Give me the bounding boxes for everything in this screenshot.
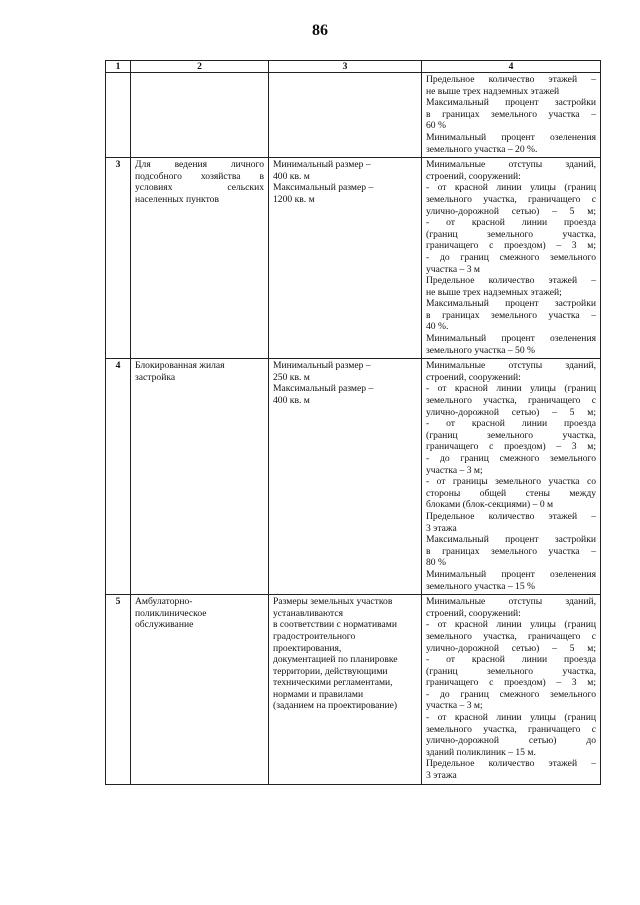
use-line: условиях сельских [135, 182, 264, 194]
params-line: граничащего с проездом) – 3 м; [426, 441, 596, 453]
params-line: Предельное количество этажей – [426, 510, 596, 522]
cell-size [269, 73, 422, 158]
size-line: 250 кв. м [273, 371, 310, 383]
params-line: 80 % [426, 557, 446, 569]
params-line: 40 %. [426, 321, 449, 333]
table-row [106, 73, 601, 158]
params-line: строений, сооружений: [426, 371, 521, 383]
params-line: Максимальный процент застройки [426, 298, 596, 310]
use-line: Амбулаторно- [135, 596, 193, 608]
row-number [106, 73, 131, 158]
cell-use [131, 359, 269, 595]
cell-params [422, 359, 601, 595]
size-line: Размеры земельных участков [273, 596, 393, 608]
params-line: - от границы земельного участка со [426, 476, 596, 488]
size-line: (заданием на проектирование) [273, 700, 398, 712]
params-line: Предельное количество этажей – [426, 758, 596, 770]
size-line: нормами и правилами [273, 688, 364, 700]
size-line: проектирования, [273, 642, 342, 654]
params-line: земельного участка – 50 % [426, 344, 536, 356]
params-line: улично-дорожной сетью) до [426, 735, 596, 747]
params-line: блоками (блок-секциями) – 0 м [426, 499, 554, 511]
table-row [106, 359, 601, 595]
regulations-table [105, 60, 601, 785]
header-col-4: 4 [422, 61, 601, 73]
params-line: - от красной линии улицы (границ [426, 712, 596, 724]
use-line: застройка [135, 371, 176, 383]
params-line: - до границ смежного земельного [426, 251, 596, 263]
params-line: земельного участка – 20 %. [426, 143, 538, 155]
params-line: строений, сооружений: [426, 170, 521, 182]
params-line: - до границ смежного земельного [426, 688, 596, 700]
cell-params [422, 595, 601, 785]
params-line: участка – 3 м; [426, 700, 483, 712]
params-line: Минимальные отступы зданий, [426, 596, 596, 608]
params-line: земельного участка – 15 % [426, 580, 536, 592]
use-line: Для ведения личного [135, 159, 264, 171]
row-number: 5 [106, 595, 131, 785]
params-line: стороны общей стены между [426, 487, 596, 499]
use-line: подсобного хозяйства в [135, 170, 264, 182]
params-line: не выше трех надземных этажей [426, 85, 560, 97]
params-line: земельного участка, граничащего с [426, 723, 596, 735]
size-line: Максимальный размер – [273, 383, 374, 395]
cell-size [269, 359, 422, 595]
params-line: Максимальный процент застройки [426, 97, 596, 109]
params-line: Предельное количество этажей – [426, 275, 596, 287]
row-number: 3 [106, 158, 131, 359]
table-row [106, 595, 601, 785]
header-col-3: 3 [269, 61, 422, 73]
params-line: участка – 3 м; [426, 464, 483, 476]
use-line: поликлиническое [135, 607, 207, 619]
params-line: земельного участка, граничащего с [426, 395, 596, 407]
params-line: Минимальные отступы зданий, [426, 159, 596, 171]
params-line: зданий поликлиник – 15 м. [426, 746, 536, 758]
cell-size [269, 595, 422, 785]
params-line: 60 % [426, 120, 446, 132]
table-body [106, 73, 601, 785]
params-line: улично-дорожной сетью) – 5 м; [426, 406, 596, 418]
params-line: Максимальный процент застройки [426, 534, 596, 546]
use-line: Блокированная жилая [135, 360, 225, 372]
size-line: документацией по планировке [273, 654, 398, 666]
page-number: 86 [312, 22, 328, 39]
params-line: земельного участка, граничащего с [426, 630, 596, 642]
size-line: устанавливаются [273, 607, 344, 619]
row-number: 4 [106, 359, 131, 595]
params-line: (границ земельного участка, [426, 665, 596, 677]
cell-params [422, 73, 601, 158]
size-line: градостроительного [273, 630, 356, 642]
header-row [106, 61, 601, 73]
cell-use [131, 595, 269, 785]
table-row [106, 158, 601, 359]
size-line: 400 кв. м [273, 395, 310, 407]
params-line: - от красной линии проезда [426, 418, 596, 430]
cell-size [269, 158, 422, 359]
params-line: - от красной линии улицы (границ [426, 383, 596, 395]
params-line: в границах земельного участка – [426, 108, 596, 120]
size-line: Максимальный размер – [273, 182, 374, 194]
params-line: - от красной линии улицы (границ [426, 182, 596, 194]
params-line: Предельное количество этажей – [426, 74, 596, 85]
params-line: в границах земельного участка – [426, 545, 596, 557]
params-line: земельного участка, граничащего с [426, 193, 596, 205]
params-line: Минимальный процент озеленения [426, 131, 596, 143]
params-line: - от красной линии проезда [426, 217, 596, 229]
cell-use [131, 73, 269, 158]
size-line: 1200 кв. м [273, 193, 315, 205]
params-line: (границ земельного участка, [426, 228, 596, 240]
params-line: - от красной линии улицы (границ [426, 619, 596, 631]
size-line: Минимальный размер – [273, 360, 371, 372]
params-line: улично-дорожной сетью) – 5 м; [426, 642, 596, 654]
cell-params [422, 158, 601, 359]
size-line: территории, действующими [273, 665, 388, 677]
params-line: Минимальный процент озеленения [426, 568, 596, 580]
params-line: граничащего с проездом) – 3 м; [426, 677, 596, 689]
use-line: обслуживание [135, 619, 194, 631]
size-line: 400 кв. м [273, 170, 310, 182]
params-line: (границ земельного участка, [426, 429, 596, 441]
params-line: - до границ смежного земельного [426, 453, 596, 464]
params-line: 3 этажа [426, 522, 457, 534]
size-line: техническими регламентами, [273, 677, 393, 689]
params-line: - от красной линии проезда [426, 654, 596, 666]
params-line: в границах земельного участка – [426, 309, 596, 321]
use-line: населенных пунктов [135, 193, 219, 205]
size-line: в соответствии с нормативами [273, 619, 397, 631]
header-col-2: 2 [131, 61, 269, 73]
size-line: Минимальный размер – [273, 159, 371, 171]
params-line: Минимальный процент озеленения [426, 333, 596, 345]
params-line: улично-дорожной сетью) – 5 м; [426, 205, 596, 217]
params-line: участка – 3 м [426, 263, 480, 275]
header-col-1: 1 [106, 61, 131, 73]
params-line: граничащего с проездом) – 3 м; [426, 240, 596, 252]
params-line: строений, сооружений: [426, 607, 521, 619]
params-line: Минимальные отступы зданий, [426, 360, 596, 372]
cell-use [131, 158, 269, 359]
params-line: 3 этажа [426, 770, 457, 782]
params-line: не выше трех надземных этажей; [426, 286, 562, 298]
